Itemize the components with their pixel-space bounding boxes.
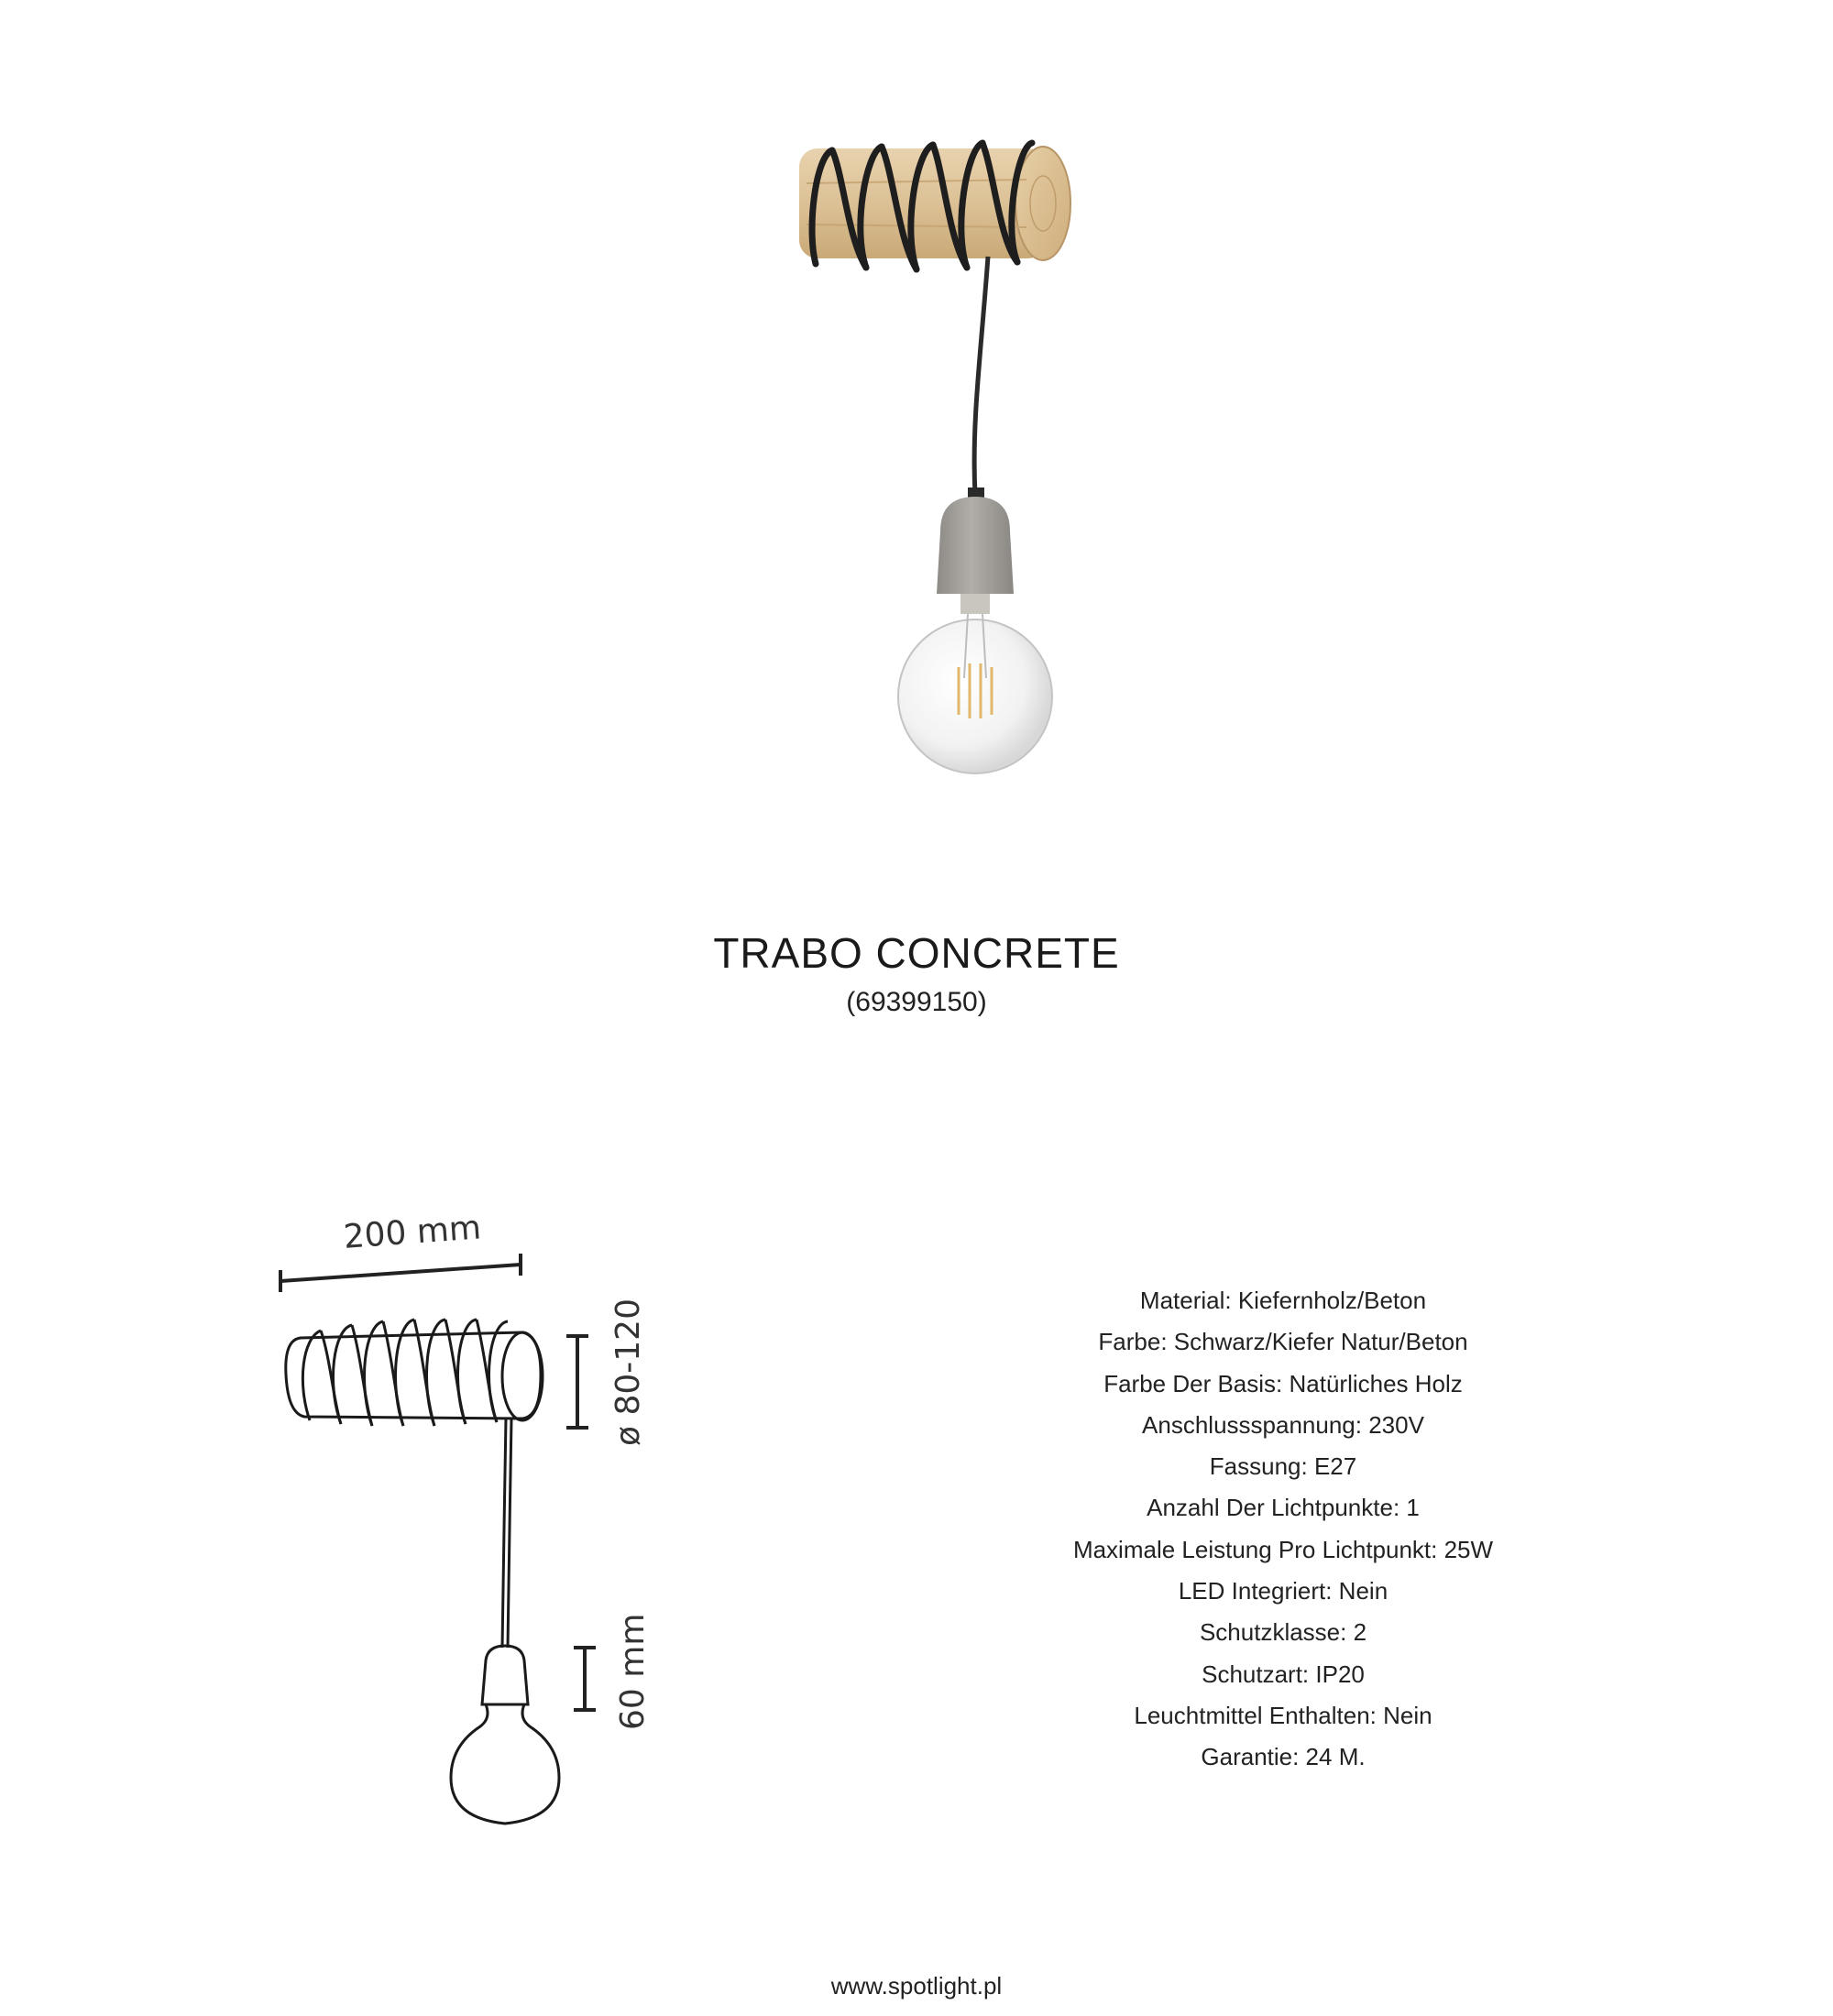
spec-ip-rating: Schutzart: IP20 bbox=[1202, 1660, 1365, 1688]
socket-label: 60 mm bbox=[614, 1613, 652, 1730]
dimension-drawing bbox=[257, 1191, 697, 1833]
spec-bulb-included: Leuchtmittel Enthalten: Nein bbox=[1134, 1701, 1432, 1729]
title-block bbox=[0, 926, 1833, 1021]
specs-list bbox=[1008, 1280, 1558, 1779]
spec-max-power: Maximale Leistung Pro Lichtpunkt: 25W bbox=[1072, 1535, 1494, 1563]
spec-warranty: Garantie: 24 M. bbox=[1201, 1743, 1366, 1771]
footer-url: www.spotlight.pl bbox=[830, 1972, 1003, 2000]
spec-base-color: Farbe Der Basis: Natürliches Holz bbox=[1103, 1369, 1463, 1397]
spec-socket: Fassung: E27 bbox=[1209, 1452, 1357, 1481]
spec-light-points: Anzahl Der Lichtpunkte: 1 bbox=[1147, 1494, 1420, 1522]
product-code: (69399150) bbox=[846, 987, 987, 1017]
width-label: 200 mm bbox=[342, 1209, 483, 1256]
spec-material: Material: Kiefernholz/Beton bbox=[1139, 1287, 1427, 1314]
diameter-label: ø 80-120 bbox=[609, 1298, 647, 1446]
spec-led: LED Integriert: Nein bbox=[1178, 1577, 1388, 1605]
spec-protection-class: Schutzklasse: 2 bbox=[1199, 1618, 1367, 1647]
product-photo bbox=[752, 119, 1081, 797]
spec-color: Farbe: Schwarz/Kiefer Natur/Beton bbox=[1098, 1328, 1468, 1356]
product-title: TRABO CONCRETE bbox=[713, 929, 1120, 977]
spec-voltage: Anschlussspannung: 230V bbox=[1142, 1410, 1424, 1439]
